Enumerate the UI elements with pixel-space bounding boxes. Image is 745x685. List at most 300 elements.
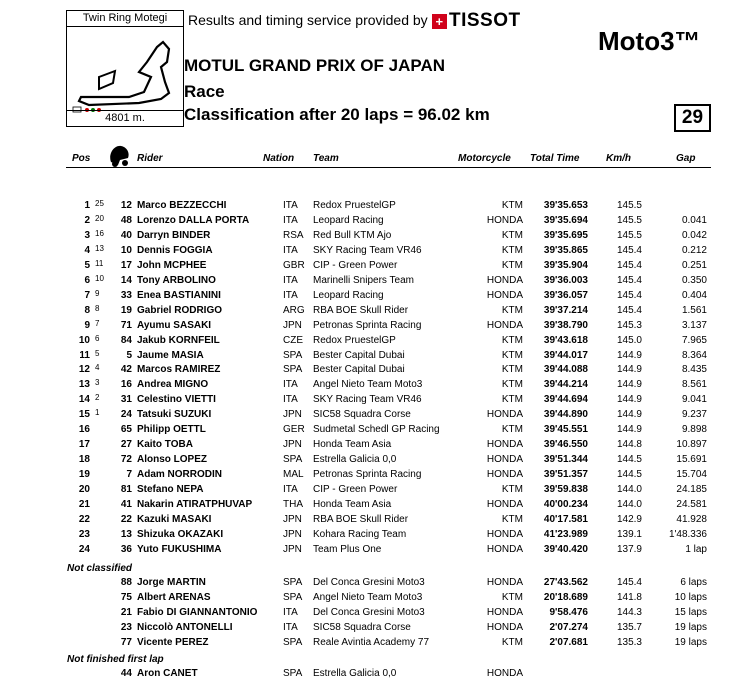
- rider-number: 40: [120, 230, 132, 241]
- classification-title: Classification after 20 laps = 96.02 km: [184, 105, 490, 124]
- gap: 24.185: [676, 484, 707, 495]
- team: Redox PruestelGP: [313, 200, 396, 211]
- nation: SPA: [283, 592, 303, 603]
- table-row: [0, 364, 745, 378]
- team: Estrella Galicia 0,0: [313, 454, 397, 465]
- gap: 15.704: [676, 469, 707, 480]
- tissot-cross-icon: +: [432, 14, 447, 29]
- col-rider: Rider: [137, 153, 163, 164]
- sponsor-name: TISSOT: [449, 10, 521, 31]
- position: 6: [84, 275, 90, 286]
- rider-name: Adam NORRODIN: [137, 469, 223, 480]
- position: 19: [78, 469, 90, 480]
- motorcycle: HONDA: [486, 469, 523, 480]
- col-motorcycle: Motorcycle: [458, 153, 511, 164]
- motorcycle: HONDA: [486, 544, 523, 555]
- table-row: [0, 514, 745, 528]
- grid-position: 13: [95, 244, 104, 253]
- rider-number: 7: [126, 469, 132, 480]
- nation: CZE: [283, 335, 303, 346]
- table-row: [0, 350, 745, 364]
- team: Petronas Sprinta Racing: [313, 320, 422, 331]
- table-row: [0, 499, 745, 513]
- gap: 19 laps: [674, 637, 707, 648]
- speed-kmh: 145.4: [616, 275, 642, 286]
- motorcycle: KTM: [501, 424, 523, 435]
- rider-name: Albert ARENAS: [137, 592, 211, 603]
- table-row: [0, 622, 745, 636]
- motorcycle: HONDA: [486, 529, 523, 540]
- rider-number: 84: [120, 335, 132, 346]
- position: 1: [84, 200, 90, 211]
- team: Redox PruestelGP: [313, 335, 396, 346]
- position: 20: [78, 484, 90, 495]
- team: Honda Team Asia: [313, 499, 392, 510]
- motorcycle: KTM: [501, 379, 523, 390]
- gap: 0.042: [681, 230, 707, 241]
- rider-number: 65: [120, 424, 132, 435]
- table-row: [0, 544, 745, 558]
- team: Marinelli Snipers Team: [313, 275, 414, 286]
- rider-name: Lorenzo DALLA PORTA: [137, 215, 250, 226]
- gap: 10 laps: [674, 592, 707, 603]
- motorcycle: HONDA: [486, 275, 523, 286]
- nation: ITA: [283, 290, 298, 301]
- table-row: [0, 230, 745, 244]
- rider-name: Shizuka OKAZAKI: [137, 529, 224, 540]
- nation: SPA: [283, 577, 303, 588]
- motorcycle: HONDA: [486, 215, 523, 226]
- table-row: [0, 335, 745, 349]
- total-time: 40'00.234: [543, 499, 588, 510]
- team: RBA BOE Skull Rider: [313, 305, 409, 316]
- position: 7: [84, 290, 90, 301]
- rider-helmet-icon: [106, 142, 132, 168]
- motorcycle: KTM: [501, 364, 523, 375]
- nation: RSA: [283, 230, 304, 241]
- table-row: [0, 200, 745, 214]
- total-time: 39'40.420: [543, 544, 588, 555]
- grid-position: 10: [95, 274, 104, 283]
- rider-number: 22: [120, 514, 132, 525]
- motorcycle: KTM: [501, 484, 523, 495]
- nation: JPN: [283, 514, 302, 525]
- total-time: 39'37.214: [543, 305, 588, 316]
- speed-kmh: 135.3: [616, 637, 642, 648]
- nation: JPN: [283, 544, 302, 555]
- rider-name: Tony ARBOLINO: [137, 275, 216, 286]
- rider-name: Gabriel RODRIGO: [137, 305, 223, 316]
- rider-name: Stefano NEPA: [137, 484, 204, 495]
- motorcycle: KTM: [501, 230, 523, 241]
- table-row: [0, 215, 745, 229]
- motorcycle: HONDA: [486, 577, 523, 588]
- nation: MAL: [283, 469, 304, 480]
- provided-by-text: Results and timing service provided by: [188, 12, 428, 28]
- team: SKY Racing Team VR46: [313, 394, 422, 405]
- team: Angel Nieto Team Moto3: [313, 592, 423, 603]
- gap: 9.898: [681, 424, 707, 435]
- gap: 1'48.336: [668, 529, 707, 540]
- rider-number: 21: [120, 607, 132, 618]
- gap: 8.435: [681, 364, 707, 375]
- total-time: 39'44.694: [543, 394, 588, 405]
- total-time: 39'44.890: [543, 409, 588, 420]
- table-row: [0, 439, 745, 453]
- grid-position: 8: [95, 304, 100, 313]
- col-nation: Nation: [263, 153, 295, 164]
- nation: ITA: [283, 275, 298, 286]
- motorcycle: HONDA: [486, 320, 523, 331]
- total-time: 41'23.989: [543, 529, 588, 540]
- rider-number: 17: [120, 260, 132, 271]
- rider-number: 88: [120, 577, 132, 588]
- circuit-name: Twin Ring Motegi: [67, 11, 183, 27]
- motorcycle: HONDA: [486, 409, 523, 420]
- position: 22: [78, 514, 90, 525]
- motorcycle: KTM: [501, 514, 523, 525]
- rider-number: 75: [120, 592, 132, 603]
- grid-position: 7: [95, 319, 100, 328]
- rider-name: Yuto FUKUSHIMA: [137, 544, 222, 555]
- motorcycle: KTM: [501, 592, 523, 603]
- table-row: [0, 245, 745, 259]
- position: 5: [84, 260, 90, 271]
- motorcycle: HONDA: [486, 439, 523, 450]
- position: 13: [78, 379, 90, 390]
- grid-position: 11: [95, 259, 104, 268]
- motorcycle: HONDA: [486, 454, 523, 465]
- gap: 6 laps: [680, 577, 707, 588]
- rider-number: 81: [120, 484, 132, 495]
- nation: ITA: [283, 215, 298, 226]
- nation: ITA: [283, 379, 298, 390]
- rider-number: 27: [120, 439, 132, 450]
- table-row: [0, 454, 745, 468]
- nation: ITA: [283, 394, 298, 405]
- speed-kmh: 145.5: [616, 230, 642, 241]
- col-pos: Pos: [72, 153, 91, 164]
- rider-name: Darryn BINDER: [137, 230, 211, 241]
- rider-name: Enea BASTIANINI: [137, 290, 221, 301]
- speed-kmh: 145.5: [616, 215, 642, 226]
- motorcycle: KTM: [501, 394, 523, 405]
- rider-number: 19: [120, 305, 132, 316]
- speed-kmh: 144.0: [616, 484, 642, 495]
- position: 9: [84, 320, 90, 331]
- speed-kmh: 144.5: [616, 454, 642, 465]
- rider-name: Andrea MIGNO: [137, 379, 209, 390]
- rider-name: Niccolò ANTONELLI: [137, 622, 233, 633]
- total-time: 40'17.581: [543, 514, 588, 525]
- session-title: Race: [184, 82, 225, 101]
- speed-kmh: 144.0: [616, 499, 642, 510]
- team: SIC58 Squadra Corse: [313, 622, 411, 633]
- gap: 19 laps: [674, 622, 707, 633]
- team: Leopard Racing: [313, 290, 384, 301]
- grid-position: 25: [95, 199, 104, 208]
- rider-name: Philipp OETTL: [137, 424, 206, 435]
- nation: SPA: [283, 364, 303, 375]
- nation: JPN: [283, 409, 302, 420]
- page-number: 29: [674, 104, 711, 132]
- total-time: 39'44.017: [543, 350, 588, 361]
- position: 24: [78, 544, 90, 555]
- speed-kmh: 144.9: [616, 424, 642, 435]
- speed-kmh: 135.7: [616, 622, 642, 633]
- total-time: 39'35.865: [543, 245, 588, 256]
- rider-name: Marco BEZZECCHI: [137, 200, 227, 211]
- rider-number: 72: [120, 454, 132, 465]
- speed-kmh: 144.9: [616, 409, 642, 420]
- gap: 15 laps: [674, 607, 707, 618]
- position: 23: [78, 529, 90, 540]
- table-row: [0, 607, 745, 621]
- gap: 0.404: [681, 290, 707, 301]
- motorcycle: HONDA: [486, 668, 523, 679]
- nation: ITA: [283, 200, 298, 211]
- team: Del Conca Gresini Moto3: [313, 577, 425, 588]
- nation: JPN: [283, 439, 302, 450]
- rider-name: Nakarin ATIRATPHUVAP: [137, 499, 253, 510]
- team: CIP - Green Power: [313, 484, 398, 495]
- table-row: [0, 577, 745, 591]
- rider-number: 48: [120, 215, 132, 226]
- speed-kmh: 145.4: [616, 305, 642, 316]
- rider-name: Kazuki MASAKI: [137, 514, 212, 525]
- speed-kmh: 144.9: [616, 394, 642, 405]
- gap: 24.581: [676, 499, 707, 510]
- rider-name: Dennis FOGGIA: [137, 245, 213, 256]
- nation: GER: [283, 424, 305, 435]
- team: Honda Team Asia: [313, 439, 392, 450]
- col-team: Team: [313, 153, 339, 164]
- team: Bester Capital Dubai: [313, 350, 405, 361]
- total-time: 39'44.214: [543, 379, 588, 390]
- total-time: 39'44.088: [543, 364, 588, 375]
- grid-position: 16: [95, 229, 104, 238]
- nation: SPA: [283, 454, 303, 465]
- rider-number: 77: [120, 637, 132, 648]
- position: 12: [78, 364, 90, 375]
- grid-position: 20: [95, 214, 104, 223]
- table-row: [0, 275, 745, 289]
- gap: 9.041: [681, 394, 707, 405]
- rider-number: 31: [120, 394, 132, 405]
- rider-number: 10: [120, 245, 132, 256]
- motorcycle: KTM: [501, 637, 523, 648]
- table-row: [0, 394, 745, 408]
- rider-name: Alonso LOPEZ: [137, 454, 207, 465]
- team: Kohara Racing Team: [313, 529, 407, 540]
- total-time: 39'46.550: [543, 439, 588, 450]
- rider-name: Ayumu SASAKI: [137, 320, 212, 331]
- table-row: [0, 469, 745, 483]
- team: CIP - Green Power: [313, 260, 398, 271]
- speed-kmh: 142.9: [616, 514, 642, 525]
- gap: 8.561: [681, 379, 707, 390]
- total-time: 39'59.838: [543, 484, 588, 495]
- gap: 0.041: [681, 215, 707, 226]
- table-row: [0, 260, 745, 274]
- speed-kmh: 145.0: [616, 335, 642, 346]
- team: Sudmetal Schedl GP Racing: [313, 424, 440, 435]
- rider-name: Tatsuki SUZUKI: [137, 409, 212, 420]
- nation: ITA: [283, 245, 298, 256]
- gap: 10.897: [676, 439, 707, 450]
- rider-number: 33: [120, 290, 132, 301]
- sponsor-logo: [432, 10, 521, 32]
- table-row: [0, 592, 745, 606]
- position: 3: [84, 230, 90, 241]
- team: Del Conca Gresini Moto3: [313, 607, 425, 618]
- rider-name: Vicente PEREZ: [137, 637, 209, 648]
- team: Angel Nieto Team Moto3: [313, 379, 423, 390]
- circuit-length: 4801 m.: [67, 110, 183, 126]
- grid-position: 6: [95, 334, 100, 343]
- team: SIC58 Squadra Corse: [313, 409, 411, 420]
- gap: 7.965: [681, 335, 707, 346]
- speed-kmh: 144.9: [616, 379, 642, 390]
- table-row: [0, 637, 745, 651]
- speed-kmh: 145.5: [616, 200, 642, 211]
- grid-position: 2: [95, 393, 100, 402]
- position: 18: [78, 454, 90, 465]
- rider-name: Kaito TOBA: [137, 439, 193, 450]
- motorcycle: KTM: [501, 350, 523, 361]
- total-time: 39'51.357: [543, 469, 588, 480]
- gap: 3.137: [681, 320, 707, 331]
- grid-position: 9: [95, 289, 100, 298]
- rider-name: Marcos RAMIREZ: [137, 364, 221, 375]
- table-row: [0, 484, 745, 498]
- speed-kmh: 145.3: [616, 320, 642, 331]
- rider-name: Jaume MASIA: [137, 350, 204, 361]
- total-time: 39'35.694: [543, 215, 588, 226]
- total-time: 39'36.057: [543, 290, 588, 301]
- position: 10: [78, 335, 90, 346]
- rider-name: Celestino VIETTI: [137, 394, 216, 405]
- nation: JPN: [283, 529, 302, 540]
- team: Bester Capital Dubai: [313, 364, 405, 375]
- team: RBA BOE Skull Rider: [313, 514, 409, 525]
- col-gap: Gap: [676, 153, 696, 164]
- speed-kmh: 144.5: [616, 469, 642, 480]
- team: Reale Avintia Academy 77: [313, 637, 430, 648]
- motorcycle: HONDA: [486, 622, 523, 633]
- motorcycle: HONDA: [486, 499, 523, 510]
- table-row: [0, 424, 745, 438]
- rider-name: Jakub KORNFEIL: [137, 335, 220, 346]
- circuit-box: [66, 10, 184, 127]
- gap: 0.212: [681, 245, 707, 256]
- speed-kmh: 139.1: [616, 529, 642, 540]
- motorcycle: HONDA: [486, 290, 523, 301]
- speed-kmh: 145.4: [616, 245, 642, 256]
- rider-name: Aron CANET: [137, 668, 198, 679]
- position: 11: [79, 350, 90, 361]
- rider-number: 36: [120, 544, 132, 555]
- total-time: 39'35.653: [543, 200, 588, 211]
- rider-number: 41: [120, 499, 132, 510]
- position: 8: [84, 305, 90, 316]
- total-time: 27'43.562: [543, 577, 588, 588]
- motorcycle: KTM: [501, 260, 523, 271]
- rider-number: 14: [120, 275, 132, 286]
- position: 2: [84, 215, 90, 226]
- position: 15: [78, 409, 90, 420]
- table-row: [0, 409, 745, 423]
- event-title: MOTUL GRAND PRIX OF JAPAN: [184, 56, 445, 75]
- header-rule: [66, 167, 711, 168]
- position: 14: [78, 394, 90, 405]
- team: Estrella Galicia 0,0: [313, 668, 397, 679]
- position: 17: [78, 439, 90, 450]
- total-time: 39'35.695: [543, 230, 588, 241]
- position: 16: [78, 424, 90, 435]
- not-finished-heading: Not finished first lap: [67, 654, 164, 665]
- nation: SPA: [283, 637, 303, 648]
- total-time: 2'07.274: [549, 622, 588, 633]
- total-time: 39'51.344: [543, 454, 588, 465]
- team: Red Bull KTM Ajo: [313, 230, 392, 241]
- table-row: [0, 529, 745, 543]
- grid-position: 1: [95, 408, 100, 417]
- motorcycle: KTM: [501, 200, 523, 211]
- table-row: [0, 379, 745, 393]
- gap: 8.364: [681, 350, 707, 361]
- position: 21: [78, 499, 90, 510]
- gap: 9.237: [681, 409, 707, 420]
- rider-number: 71: [120, 320, 132, 331]
- col-total-time: Total Time: [530, 153, 580, 164]
- total-time: 20'18.689: [543, 592, 588, 603]
- team: Leopard Racing: [313, 215, 384, 226]
- rider-name: Jorge MARTIN: [137, 577, 206, 588]
- nation: ITA: [283, 484, 298, 495]
- gap: 15.691: [676, 454, 707, 465]
- motorcycle: KTM: [501, 335, 523, 346]
- col-kmh: Km/h: [606, 153, 631, 164]
- position: 4: [84, 245, 90, 256]
- rider-name: Fabio DI GIANNANTONIO: [137, 607, 258, 618]
- rider-number: 12: [120, 200, 132, 211]
- team: SKY Racing Team VR46: [313, 245, 422, 256]
- speed-kmh: 144.9: [616, 364, 642, 375]
- total-time: 39'45.551: [543, 424, 588, 435]
- grid-position: 5: [95, 349, 100, 358]
- total-time: 39'43.618: [543, 335, 588, 346]
- gap: 0.251: [681, 260, 707, 271]
- speed-kmh: 144.8: [616, 439, 642, 450]
- table-row: [0, 668, 745, 682]
- gap: 41.928: [676, 514, 707, 525]
- speed-kmh: 145.4: [616, 577, 642, 588]
- table-row: [0, 305, 745, 319]
- speed-kmh: 144.3: [616, 607, 642, 618]
- not-classified-heading: Not classified: [67, 563, 133, 574]
- speed-kmh: 145.4: [616, 260, 642, 271]
- circuit-map-icon: [69, 27, 181, 117]
- total-time: 39'36.003: [543, 275, 588, 286]
- rider-name: John MCPHEE: [137, 260, 207, 271]
- motorcycle: KTM: [501, 305, 523, 316]
- nation: SPA: [283, 350, 303, 361]
- nation: SPA: [283, 668, 303, 679]
- class-title: Moto3™: [598, 26, 701, 56]
- nation: ITA: [283, 607, 298, 618]
- rider-number: 23: [120, 622, 132, 633]
